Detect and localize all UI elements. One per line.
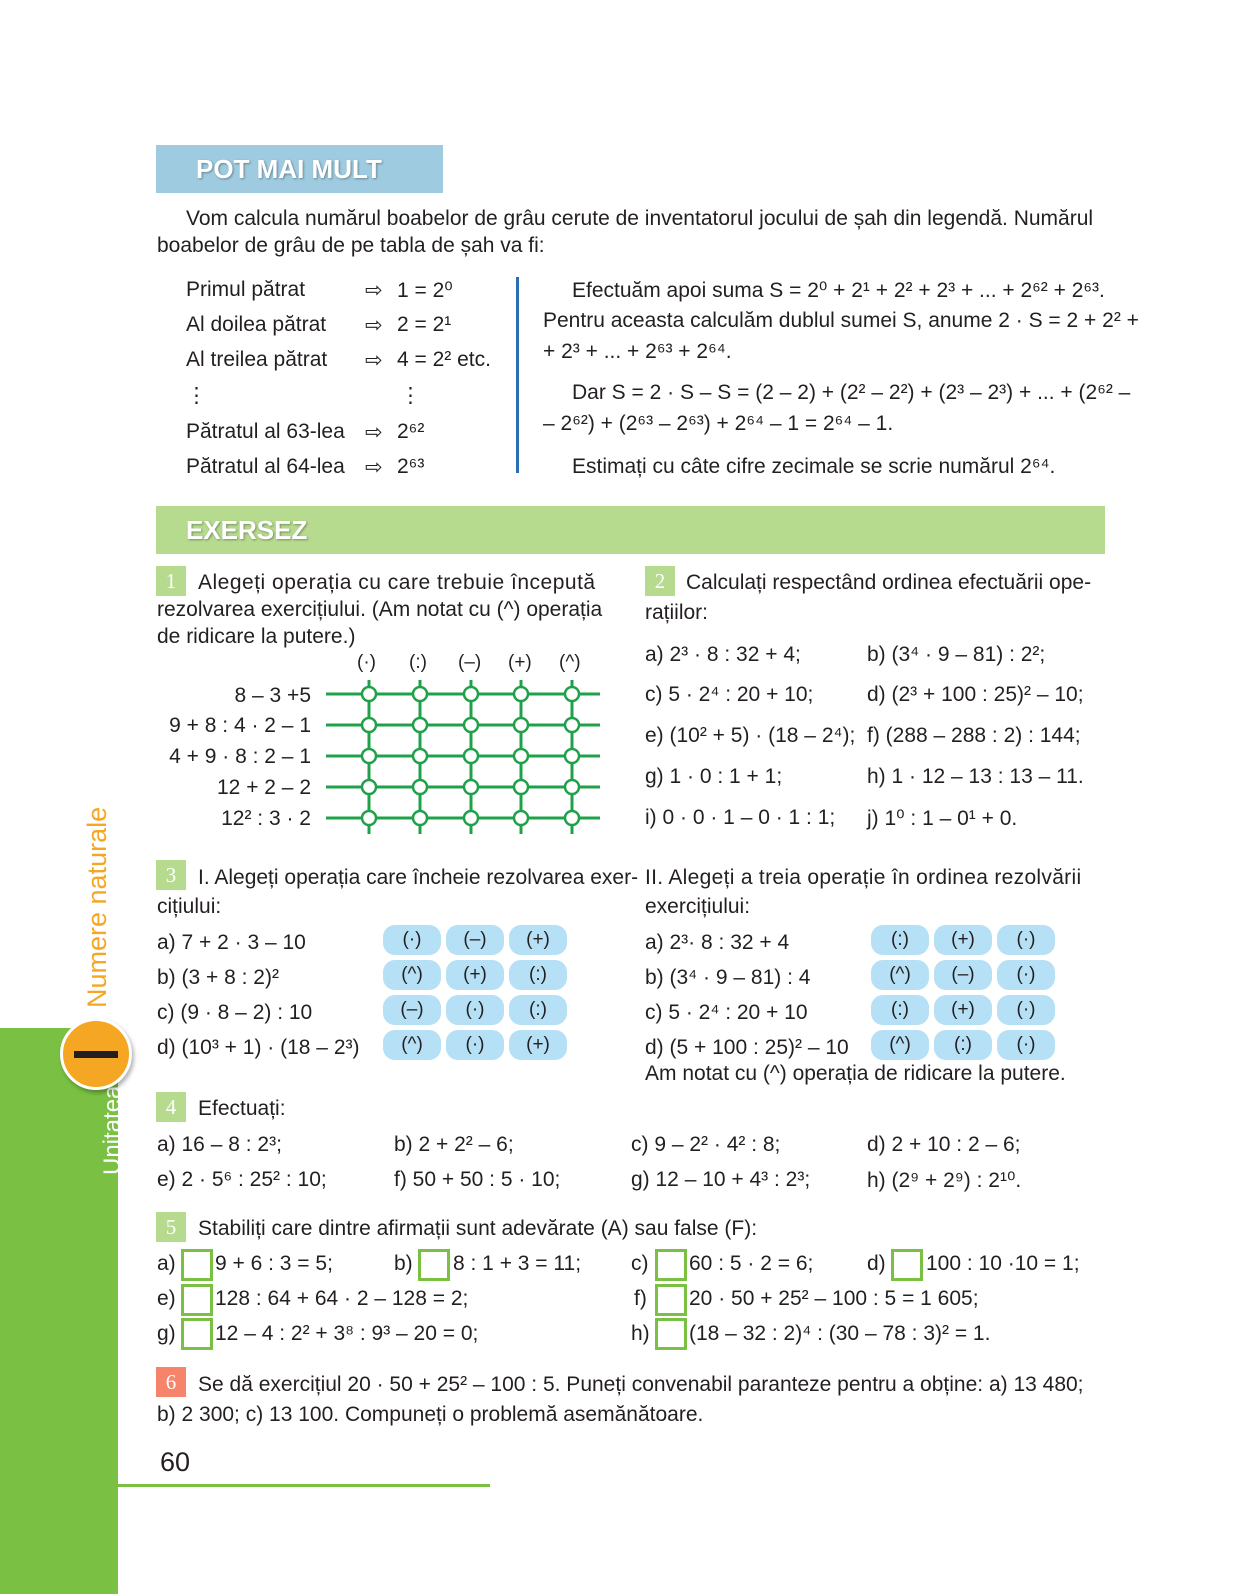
ex4-item: h) (2⁹ + 2⁹) : 2¹⁰. xyxy=(867,1169,1022,1192)
unit-badge xyxy=(60,1018,132,1090)
sidebar-unit-label: Unitatea xyxy=(99,1085,126,1175)
ex5-statement: 60 : 5 · 2 = 6; xyxy=(689,1252,814,1275)
ex3-part1-item: d) (10³ + 1) · (18 – 2³) xyxy=(157,1036,360,1059)
option-pill[interactable]: (–) xyxy=(934,960,992,990)
pot-right-4: Dar S = 2 · S – S = (2 – 2) + (2² – 2²) + (2³ – 2³) + ... + (2⁶² – xyxy=(572,381,1131,404)
ex5-statement: 128 : 64 + 64 · 2 – 128 = 2; xyxy=(215,1287,469,1310)
exercise-number: 4 xyxy=(156,1092,186,1122)
ex5-statement: 8 : 1 + 3 = 11; xyxy=(453,1252,582,1275)
ex1-op-label: (·) xyxy=(357,652,376,673)
ex1-expr: 12 + 2 – 2 xyxy=(217,776,311,799)
answer-box[interactable] xyxy=(181,1249,213,1281)
ex2-text-1: Calculați respectând ordinea efectuării ope- xyxy=(686,571,1092,594)
option-pill[interactable]: (·) xyxy=(997,960,1055,990)
ex1-expr: 8 – 3 +5 xyxy=(234,684,311,707)
ex1-op-label: (:) xyxy=(409,652,427,673)
exercise-number: 5 xyxy=(156,1212,186,1242)
ex4-item: g) 12 – 10 + 4³ : 2³; xyxy=(631,1168,811,1191)
ex4-item: b) 2 + 2² – 6; xyxy=(394,1133,514,1156)
ex5-letter: b) xyxy=(394,1252,413,1275)
pot-divider xyxy=(516,277,519,473)
pot-row-value: 4 = 2² etc. xyxy=(397,348,491,371)
ex5-letter: c) xyxy=(631,1252,649,1275)
option-pill[interactable]: (:) xyxy=(934,1030,992,1060)
ex6-text-1: Se dă exercițiul 20 · 50 + 25² – 100 : 5. Puneți convenabil paranteze pentru a obține: a) 13 480; xyxy=(198,1373,1084,1396)
ex5-statement: 12 – 4 : 2² + 3⁸ : 9³ – 20 = 0; xyxy=(215,1322,479,1345)
ex5-statement: (18 – 32 : 2)⁴ : (30 – 78 : 3)² = 1. xyxy=(689,1322,991,1345)
answer-box[interactable] xyxy=(655,1318,687,1350)
vertical-dots: ⋮ xyxy=(186,384,207,407)
ex4-item: e) 2 · 5⁶ : 25² : 10; xyxy=(157,1168,327,1191)
option-pill[interactable]: (^) xyxy=(871,960,929,990)
pot-right-3: + 2³ + ... + 2⁶³ + 2⁶⁴. xyxy=(543,340,732,363)
pot-intro-1: Vom calcula numărul boabelor de grâu cerute de inventatorul jocului de șah din legendă. Numărul xyxy=(186,207,1094,230)
ex1-grid xyxy=(326,680,602,836)
pot-row-label: Primul pătrat xyxy=(186,278,306,301)
exercise-number: 1 xyxy=(156,566,186,596)
ex5-letter: f) xyxy=(634,1287,647,1310)
exersez-heading: EXERSEZ xyxy=(186,515,308,545)
option-pill[interactable]: (+) xyxy=(509,925,567,955)
ex2-item: c) 5 · 2⁴ : 20 + 10; xyxy=(645,683,814,706)
vertical-dots: ⋮ xyxy=(400,384,421,407)
ex4-item: c) 9 – 2² · 4² : 8; xyxy=(631,1133,781,1156)
ex3-part1-item: b) (3 + 8 : 2)² xyxy=(157,966,279,989)
ex3-part2-item: d) (5 + 100 : 25)² – 10 xyxy=(645,1036,849,1059)
ex3-part1-item: a) 7 + 2 · 3 – 10 xyxy=(157,931,306,954)
exercise-number: 2 xyxy=(645,566,675,596)
ex1-op-label: (–) xyxy=(458,652,482,673)
option-pill[interactable]: (·) xyxy=(997,925,1055,955)
pot-row-label: Pătratul al 63-lea xyxy=(186,420,345,443)
arrow-icon: ⇨ xyxy=(365,314,383,337)
ex1-op-label: (^) xyxy=(559,652,581,673)
option-pill[interactable]: (:) xyxy=(871,995,929,1025)
ex2-text-2: rațiilor: xyxy=(645,601,709,624)
ex5-letter: a) xyxy=(157,1252,176,1275)
arrow-icon: ⇨ xyxy=(365,349,383,372)
ex6-text-2: b) 2 300; c) 13 100. Compuneți o problemă asemănătoare. xyxy=(157,1403,704,1426)
option-pill[interactable]: (·) xyxy=(446,995,504,1025)
pot-row-value: 1 = 2⁰ xyxy=(397,279,453,302)
pot-row-value: 2⁶³ xyxy=(397,455,425,478)
ex1-expr: 4 + 9 · 8 : 2 – 1 xyxy=(169,745,311,768)
option-pill[interactable]: (:) xyxy=(509,995,567,1025)
option-pill[interactable]: (·) xyxy=(997,1030,1055,1060)
option-pill[interactable]: (+) xyxy=(934,995,992,1025)
ex1-op-label: (+) xyxy=(508,652,532,673)
option-pill[interactable]: (+) xyxy=(509,1030,567,1060)
answer-box[interactable] xyxy=(181,1284,213,1316)
pot-right-5: – 2⁶²) + (2⁶³ – 2⁶³) + 2⁶⁴ – 1 = 2⁶⁴ – 1. xyxy=(543,412,894,435)
option-pill[interactable]: (–) xyxy=(446,925,504,955)
ex2-item: e) (10² + 5) · (18 – 2⁴); xyxy=(645,724,856,747)
ex4-item: d) 2 + 10 : 2 – 6; xyxy=(867,1133,1021,1156)
option-pill[interactable]: (·) xyxy=(383,925,441,955)
pot-row-label: Al treilea pătrat xyxy=(186,348,328,371)
pot-right-2: Pentru aceasta calculăm dublul sumei S, anume 2 · S = 2 + 2² + xyxy=(543,309,1139,332)
pot-right-1: Efectuăm apoi suma S = 2⁰ + 2¹ + 2² + 2³ + ... + 2⁶² + 2⁶³. xyxy=(572,279,1105,302)
ex5-letter: d) xyxy=(867,1252,886,1275)
ex5-title: Stabiliți care dintre afirmații sunt adevărate (A) sau false (F): xyxy=(198,1217,758,1240)
answer-box[interactable] xyxy=(891,1249,923,1281)
page-number: 60 xyxy=(160,1447,191,1477)
ex1-expr: 9 + 8 : 4 · 2 – 1 xyxy=(169,714,311,737)
ex3-part2-item: c) 5 · 2⁴ : 20 + 10 xyxy=(645,1001,808,1024)
ex1-expr: 12² : 3 · 2 xyxy=(221,807,311,830)
ex2-item: g) 1 · 0 : 1 + 1; xyxy=(645,765,783,788)
arrow-icon: ⇨ xyxy=(365,456,383,479)
ex5-statement: 9 + 6 : 3 = 5; xyxy=(215,1252,333,1275)
ex3-part2-text-1: II. Alegeți a treia operație în ordinea rezolvării xyxy=(645,866,1082,889)
unit-badge-bar xyxy=(74,1051,118,1058)
ex5-letter: h) xyxy=(631,1322,650,1345)
answer-box[interactable] xyxy=(418,1249,450,1281)
option-pill[interactable]: (·) xyxy=(446,1030,504,1060)
arrow-icon: ⇨ xyxy=(365,279,383,302)
ex4-item: f) 50 + 50 : 5 · 10; xyxy=(394,1168,561,1191)
ex2-item: d) (2³ + 100 : 25)² – 10; xyxy=(867,683,1084,706)
option-pill[interactable]: (·) xyxy=(997,995,1055,1025)
option-pill[interactable]: (^) xyxy=(871,1030,929,1060)
page-number-rule xyxy=(118,1484,490,1487)
ex1-text-2: rezolvarea exercițiului. (Am notat cu (^) operația xyxy=(157,598,603,621)
pot-intro-2: boabelor de grâu de pe tabla de șah va fi: xyxy=(157,234,545,257)
ex3-part1-text-2: cițiului: xyxy=(157,895,222,918)
ex5-statement: 100 : 10 ·10 = 1; xyxy=(926,1252,1080,1275)
arrow-icon: ⇨ xyxy=(365,421,383,444)
ex3-part2-item: a) 2³· 8 : 32 + 4 xyxy=(645,931,790,954)
ex1-text-1: Alegeți operația cu care trebuie începută xyxy=(198,571,596,594)
ex3-note: Am notat cu (^) operația de ridicare la putere. xyxy=(645,1062,1066,1085)
ex5-letter: e) xyxy=(157,1287,176,1310)
ex1-text-3: de ridicare la putere.) xyxy=(157,625,356,648)
ex2-item: h) 1 · 12 – 13 : 13 – 11. xyxy=(867,765,1084,788)
ex5-statement: 20 · 50 + 25² – 100 : 5 = 1 605; xyxy=(689,1287,979,1310)
ex3-part2-item: b) (3⁴ · 9 – 81) : 4 xyxy=(645,966,811,989)
sidebar-unit-title: Numere naturale xyxy=(82,806,112,1008)
ex3-part1-item: c) (9 · 8 – 2) : 10 xyxy=(157,1001,313,1024)
option-pill[interactable]: (^) xyxy=(383,1030,441,1060)
ex5-letter: g) xyxy=(157,1322,176,1345)
answer-box[interactable] xyxy=(655,1284,687,1316)
option-pill[interactable]: (–) xyxy=(383,995,441,1025)
ex2-item: i) 0 · 0 · 1 – 0 · 1 : 1; xyxy=(645,806,836,829)
option-pill[interactable]: (+) xyxy=(934,925,992,955)
answer-box[interactable] xyxy=(655,1249,687,1281)
pot-row-value: 2 = 2¹ xyxy=(397,313,452,336)
option-pill[interactable]: (^) xyxy=(383,960,441,990)
ex4-item: a) 16 – 8 : 2³; xyxy=(157,1133,282,1156)
pot-heading: POT MAI MULT xyxy=(196,154,382,184)
ex2-item: a) 2³ · 8 : 32 + 4; xyxy=(645,643,801,666)
pot-row-label: Pătratul al 64-lea xyxy=(186,455,345,478)
answer-box[interactable] xyxy=(181,1318,213,1350)
option-pill[interactable]: (:) xyxy=(509,960,567,990)
ex3-part2-text-2: exercițiului: xyxy=(645,895,751,918)
ex4-title: Efectuați: xyxy=(198,1097,286,1120)
exercise-number: 6 xyxy=(156,1367,186,1397)
ex3-part1-text-1: I. Alegeți operația care încheie rezolvarea exer- xyxy=(198,866,639,889)
exercise-number: 3 xyxy=(156,860,186,890)
option-pill[interactable]: (:) xyxy=(871,925,929,955)
ex2-item: b) (3⁴ · 9 – 81) : 2²; xyxy=(867,643,1046,666)
pot-right-6: Estimați cu câte cifre zecimale se scrie numărul 2⁶⁴. xyxy=(572,455,1056,478)
ex2-item: f) (288 – 288 : 2) : 144; xyxy=(867,724,1081,747)
pot-row-label: Al doilea pătrat xyxy=(186,313,327,336)
pot-row-value: 2⁶² xyxy=(397,420,425,443)
ex2-item: j) 1⁰ : 1 – 0¹ + 0. xyxy=(867,807,1018,830)
option-pill[interactable]: (+) xyxy=(446,960,504,990)
